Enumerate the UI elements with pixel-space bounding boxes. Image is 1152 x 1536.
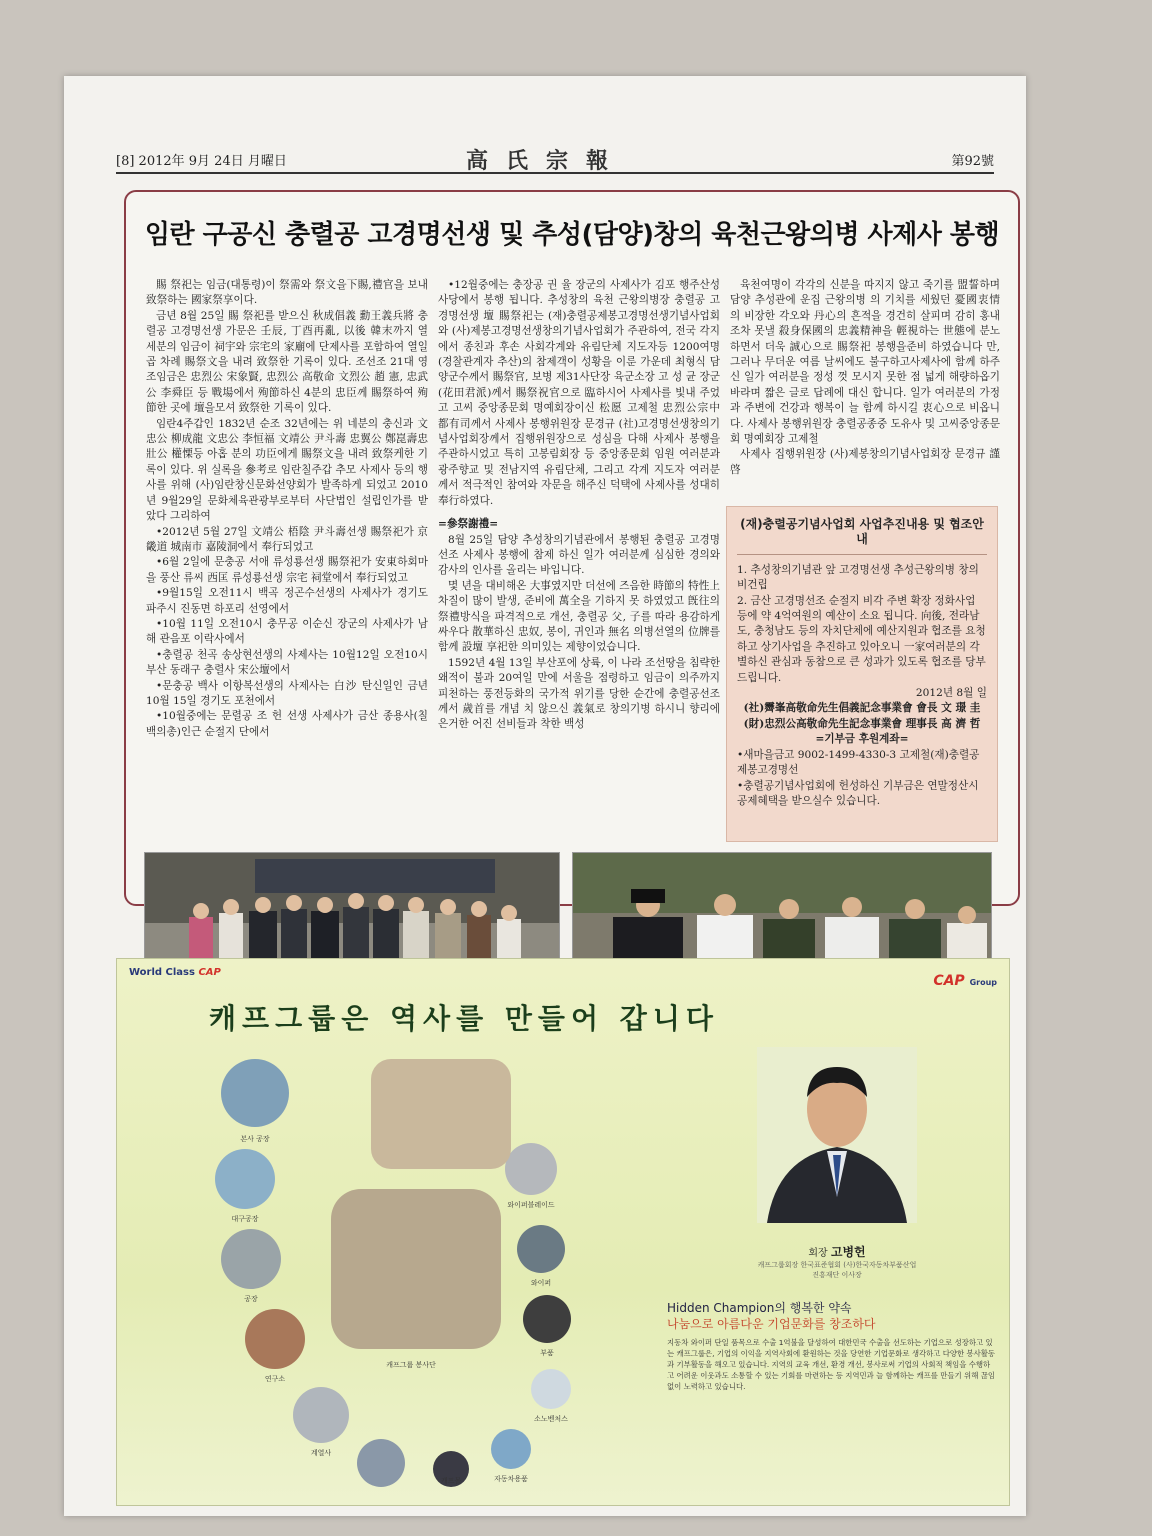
chairman-name: 회장 고병헌 캐프그룹회장 한국표준협회 (사)한국자동차부품산업진흥재단 이사장	[757, 1245, 917, 1279]
photo-label: 소노벤처스	[534, 1415, 568, 1423]
account-heading: =기부금 후원계좌=	[815, 733, 909, 746]
notice-item: 1. 추성창의기념관 앞 고경명선생 추성근왕의병 창의 비건립	[737, 563, 979, 592]
notice-title: (재)충렬공기념사업회 사업추진내용 및 협조안내	[737, 517, 987, 555]
ad-slogan: 캐프그룹은 역사를 만들어 갑니다	[209, 1002, 719, 1035]
notice-item: 2. 금산 고경명선조 순절지 비각 주변 확장 정화사업 등에 약 4억여원의 예산이 소요 됩니다. 向後, 전라남도, 충청남도 등의 자치단체에 예산지원과 협조를 요청하고 상기사업을 추진하고 있아오니 一家여러분의 각별하신 관심과 동참으로 큰 성과가 있도록 협조를 당부 드립니다.	[737, 594, 986, 684]
photo-label: 자동차용품	[494, 1475, 528, 1483]
paragraph: •12월중에는 충장공 권 율 장군의 사제사가 김포 행주산성 사당에서 봉행 됩니다. 추성창의 육천 근왕의병장 충렬공 고경명선생 壇 賜祭祀는 (재)충렬공제봉고경명선생기념사업회와 (사)제봉고경명선생창의기념사업회가 주관하여, 전국 각지에서 종친과 후손 사회각계와 유림단체 지도자등 1200여명(경찰관계자 추산)의 참제객이 성황을 이룬 가운데 최형식 담양군수께서 賜祭官, 보병 제31사단장 육군소장 고 성 균 장군(花田君派)께서 賜祭祝官으로 臨하시어 사제사를 빛내 주었고 고씨 중앙종문회 명예회장이신 松愿 고제철 忠烈公宗中 都有司께서 사제사 봉행위원장 문경규 (社)고경명선생창의기념사업회장께서 집행위원장으로 성심을 다해 사제사 봉행을 주관하시었고 특히 고봉림회장 등 중앙종문회 임원 여러분과 광주향교 및 전남지역 유림단체, 그리고 각계 지도자 여러분께서 적극적인 참여와 자문을 해주신 덕택에 사제사를 성대히 奉行하였다.	[438, 279, 720, 507]
article-column-1	[146, 278, 428, 772]
photo-label: 계열사	[310, 1449, 332, 1457]
notice-org: (財)忠烈公高敬命先生記念事業會 理事長 高 濟 哲	[743, 717, 981, 730]
article-headline: 임란 구공신 충렬공 고경명선생 및 추성(담양)창의 육천근왕의병 사제사 봉행	[144, 220, 1000, 250]
photo-label: 부품	[540, 1349, 554, 1357]
paragraph: •10월중에는 문렬공 조 헌 선생 사제사가 금산 종용사(칠백의총)인근 순절지 단에서	[146, 710, 428, 738]
cap-group-logo	[933, 973, 997, 989]
section-heading: =參祭謝禮=	[438, 518, 499, 531]
paragraph: 8월 25일 담양 추성창의기념관에서 봉행된 충렬공 고경명선조 사제사 봉행에 참제 하신 일가 여러분께 심심한 경의와 감사의 인사를 올리는 바입니다.	[438, 533, 720, 577]
photo-label: 연구소	[264, 1375, 286, 1383]
article-frame	[124, 190, 1020, 906]
paragraph: •9월15일 오전11시 백곡 정곤수선생의 사제사가 경기도 파주시 진동면 하포리 선영에서	[146, 587, 428, 615]
paragraph: •2012년 5월 27일 文靖公 梧陰 尹斗壽선생 賜祭祀가 京畿道 城南市 嘉陵洞에서 奉行되었고	[146, 525, 428, 553]
tax-info: •충렬공기념사업회에 헌성하신 기부금은 연말정산시 공제혜택을 받으실수 있습니다.	[737, 779, 979, 807]
paragraph: 금년 8월 25일 賜 祭祀를 받으신 秋成倡義 勳王義兵將 충렬공 고경명선생 가문은 壬辰, 丁酉再亂, 以後 韓末까지 열 세분의 임금이 祠宇와 宗宅의 家廟에 단제사를 포함하여 열일곱 차례 賜祭文을 내려 致祭한 기록이 있다. 조선조 21대 영조임금은 忠烈公 宋象賢, 忠烈公 高敬命 文烈公 趙 憲, 忠武公 李舜臣 등 戰場에서 殉節하신 4분의 忠臣께 賜祭하여 殉節한 곳에 壇을모셔 致祭한 기록이 있다.	[146, 309, 428, 415]
paragraph: 賜 祭祀는 임금(대통령)이 祭需와 祭文을下賜,禮官을 보내 致祭하는 國家祭享이다.	[146, 279, 428, 307]
paragraph: •충렬공 천곡 송상현선생의 사제사는 10월12일 오전10시 부산 동래구 충렬사 宋公壇에서	[146, 648, 428, 677]
paragraph: •문충공 백사 이항복선생의 사제사는 白沙 탄신일인 금년 10월 15일 경기도 포천에서	[146, 679, 428, 707]
photo-label: 와이퍼블레이드	[507, 1201, 555, 1209]
issue-number: 第92號	[951, 154, 994, 169]
cap-group-advertisement	[116, 958, 1010, 1506]
paragraph: 육천여명이 각각의 신분을 따지지 않고 죽기를 盟誓하며 담양 추성관에 운집 근왕의병 의 기치를 세웠던 憂國衷情의 비장한 각오와 丹心의 흔적을 경건히 살피며 감히 홍내조차 못낼 殺身保國의 忠義精神을 輕視하는 世態에 분노하면서 더욱 誠心으로 賜祭祀 봉행을준비 하였습니다 만, 그러나 무더운 여름 날씨에도 불구하고사제사에 함께 하주신 일가 여러분을 정성 껏 모시지 못한 점 넓게 해량하옵기 바라며 짧은 글로 답례에 대신 합니다. 일가 여러분의 가정과 주변에 건강과 행복이 늘 함께 하시길 衷心으로 비옵니다. 사제사 봉행위원장 충렬공종중 도유사 및 고씨중앙종문회 명예회장 고제철	[730, 279, 1000, 446]
photo-label: 본사 공장	[240, 1135, 270, 1143]
ad-tagline-2: 나눔으로 아름다운 기업문화를 창조하다	[667, 1317, 876, 1331]
photo-label: 와이퍼	[530, 1279, 552, 1287]
paper-title: 高氏宗報	[466, 148, 627, 174]
notice-org: (社)霽峯高敬命先生倡義記念事業會 會長 文 璟 圭	[743, 702, 981, 715]
issue-date: [8] 2012年 9月 24日 月曜日	[116, 154, 287, 169]
notice-date: 2012년 8월 일	[915, 687, 987, 700]
group-wordmark: Group	[969, 978, 997, 987]
paragraph: 임란4주갑인 1832년 순조 32년에는 위 네분의 충신과 文忠公 柳成龍 文忠公 李恒福 文靖公 尹斗壽 忠翼公 鄭崑壽忠壯公 權慄등 아홉 분의 功臣에게 賜祭文을 내려 致祭케한 기록이 있다. 위 실록을 參考로 임란칠주갑 추모 사제사 등의 행사를 위해 (사)임란창신문화선양회가 발족하게 되었고 2010년 9월29일 문화체육관광부로부터 사단법인 설립인가를 받았다 그리하여	[146, 417, 428, 523]
ad-body-text: 지동차 와이퍼 단일 품목으로 수출 1억불을 달성하여 대한민국 수출을 선도하는 기업으로 성장하고 있는 캐프그룹은, 기업의 이익을 지역사회에 환원하는 것을 당연한 기업문화로 생각하고 다양한 봉사활동과 기부활동을 해오고 있습니다. 지역의 교육 개선, 환경 개선, 봉사로써 기업의 사회적 책임을 수행하고 어려운 이웃과도 소통할 수 있는 기회를 마련하는 등 지역민과 늘 함께하는 캐프를 만들기 위해 끊임없이 노력하고 있습니다.	[667, 1338, 996, 1391]
paragraph: •10월 11일 오전10시 충무공 이순신 장군의 사제사가 남해 관음포 이락사에서	[146, 617, 428, 646]
photo-label: 대구공장	[231, 1215, 259, 1223]
masthead	[116, 148, 994, 174]
signature-line: 사제사 집행위원장 (사)제봉창의기념사업회장 문경규 謹啓	[730, 448, 1000, 476]
photo-label: 캐프그룹 봉사단	[386, 1361, 436, 1369]
paragraph: •6월 2일에 문충공 서애 류성룡선생 賜祭祀가 安東하회마을 풍산 류씨 西匡 류성룡선생 宗宅 祠堂에서 奉行되었고	[146, 556, 428, 584]
notice-box	[726, 506, 998, 842]
photo-label: 캐프몰	[440, 1477, 462, 1485]
paragraph: 1592년 4월 13일 부산포에 상륙, 이 나라 조선땅을 침략한 왜적이 불과 20여일 만에 서울을 점령하고 임금이 의주까지 피천하는 풍전등화의 국가적 위기를 당한 순간에 충렬공선조 께서 歲首를 개념 치 않으신 義氣로 창의기병 하시니 향리에 은거한 어진 선비들과 착한 백성	[438, 656, 720, 731]
newspaper-page	[64, 76, 1026, 1516]
article-column-2	[438, 278, 720, 772]
paragraph: 몇 년을 대비해온 大事였지만 더선에 즈음한 時節의 特性上 차질이 많이 발생, 준비에 萬全을 기하지 못 하였었고 旣往의 祭禮방식을 파격적으로 개선, 충렬공 父, 子를 따라 용감하게 싸우다 散華하신 忠奴, 봉이, 귀인과 無名 의병선열의 位牌를 함께 設壇 享祀한 의미있는 제향이었습니다.	[438, 579, 720, 654]
world-class-logo: World Class CAP	[129, 967, 221, 978]
account-info: •새마을금고 9002-1499-4330-3 고제철(재)충렬공제봉고경명선	[737, 748, 980, 777]
cap-wordmark: CAP	[933, 973, 965, 989]
photo-label: 공장	[244, 1295, 258, 1303]
article-column-3	[730, 278, 1000, 488]
ad-tagline-1: Hidden Champion의 행복한 약속	[667, 1301, 852, 1315]
chairman-portrait	[757, 1047, 917, 1223]
company-photo-collage	[211, 1049, 571, 1489]
